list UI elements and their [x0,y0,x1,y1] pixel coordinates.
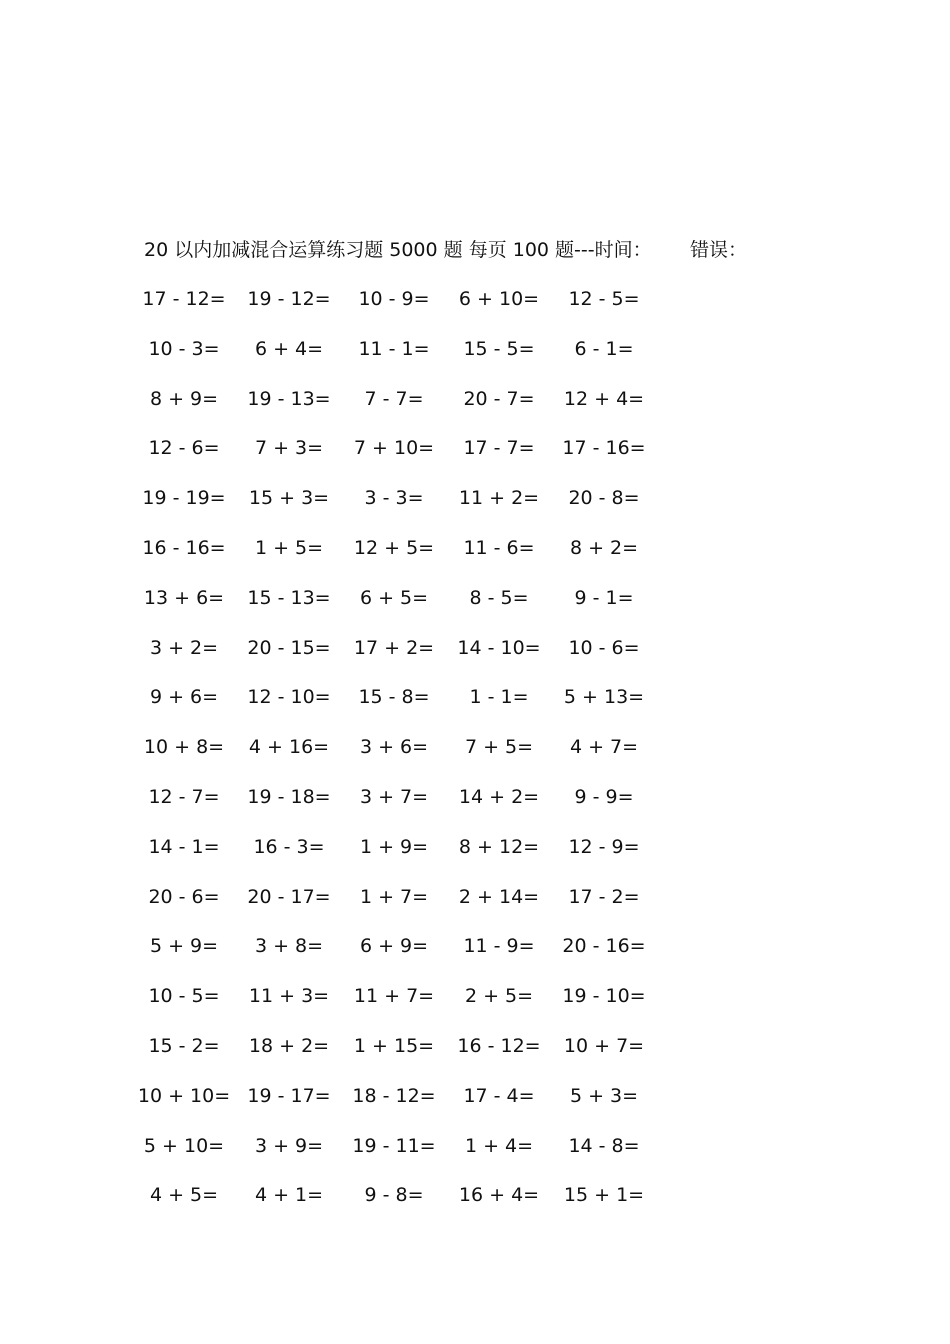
problem-item: 12 - 5= [568,288,640,310]
problem-row [144,583,704,633]
problem-item: 20 - 16= [562,935,646,958]
problem-item: 8 + 9= [149,387,219,410]
problem-row [144,284,704,334]
problem-item: 19 - 18= [247,785,331,808]
problem-item: 10 - 9= [358,288,430,310]
problem-item: 12 - 9= [568,835,640,858]
problem-item: 6 - 1= [574,337,634,360]
problem-item: 18 + 2= [248,1034,330,1057]
problem-row [144,483,704,533]
problem-item: 15 - 5= [463,337,535,360]
problem-item: 10 - 6= [568,636,640,659]
problem-item: 17 - 4= [463,1084,535,1107]
problem-item: 1 + 5= [254,536,324,559]
problem-item: 17 - 2= [568,885,640,908]
problem-row [144,682,704,732]
problem-item: 17 + 2= [353,636,435,659]
problem-row [144,981,704,1031]
problem-item: 6 + 9= [359,935,429,958]
problem-item: 16 - 3= [253,835,325,858]
problem-item: 20 - 8= [568,487,640,510]
problem-item: 8 + 12= [458,835,540,858]
problem-item: 4 + 1= [254,1184,324,1207]
problem-item: 20 - 6= [148,885,220,908]
problem-row [144,533,704,583]
problem-row [144,384,704,434]
problem-item: 4 + 5= [149,1184,219,1207]
problem-item: 5 + 10= [143,1134,225,1157]
problem-item: 14 - 1= [148,835,220,858]
problem-item: 12 + 4= [563,387,645,410]
problem-item: 19 - 11= [352,1134,436,1157]
problem-item: 5 + 3= [569,1084,639,1107]
problem-item: 12 - 6= [148,437,220,460]
problem-item: 11 + 2= [458,487,540,510]
problem-row [144,1180,704,1230]
problem-item: 7 - 7= [364,387,424,410]
problem-item: 13 + 6= [143,586,225,609]
problem-item: 10 + 7= [563,1034,645,1057]
problem-item: 19 - 13= [247,387,331,410]
problem-item: 15 - 13= [247,586,331,609]
problem-item: 9 - 1= [574,586,634,609]
problem-item: 7 + 3= [254,437,324,460]
problem-row [144,1031,704,1081]
problem-item: 14 - 10= [457,636,541,659]
problem-row [144,931,704,981]
problem-item: 16 - 16= [142,536,226,559]
problem-item: 6 + 5= [359,586,429,609]
problem-row [144,433,704,483]
problem-row [144,633,704,683]
problem-item: 11 - 6= [463,536,535,559]
problem-item: 10 - 5= [148,985,220,1008]
problem-item: 12 - 7= [148,785,220,808]
problem-item: 1 + 9= [359,835,429,858]
problem-item: 11 + 3= [248,985,330,1008]
worksheet-title: 20 以内加减混合运算练习题 5000 题 每页 100 题---时间： [144,239,652,261]
problem-item: 2 + 5= [464,985,534,1008]
problem-row [144,334,704,384]
problem-item: 11 + 7= [353,985,435,1008]
problem-item: 9 + 6= [149,686,219,709]
problem-item: 1 - 1= [469,686,529,709]
problem-item: 10 + 8= [143,736,225,759]
problem-item: 15 - 8= [358,686,430,709]
problem-item: 9 - 9= [574,785,634,808]
problem-item: 3 + 7= [359,785,429,808]
problem-item: 8 + 2= [569,536,639,559]
problem-item: 12 + 5= [353,536,435,559]
problem-item: 3 + 6= [359,736,429,759]
problem-item: 3 + 8= [254,935,324,958]
problem-item: 7 + 10= [353,437,435,460]
problem-grid [137,284,704,1230]
problem-row [144,782,704,832]
problem-row [144,882,704,932]
problem-item: 15 + 1= [563,1184,645,1207]
problem-item: 3 + 2= [149,636,219,659]
problem-item: 4 + 16= [248,736,330,759]
problem-item: 10 - 3= [148,337,220,360]
problem-item: 5 + 13= [563,686,645,709]
problem-item: 7 + 5= [464,736,534,759]
problem-item: 20 - 7= [463,387,535,410]
problem-item: 6 + 10= [458,288,540,310]
problem-item: 16 - 12= [457,1034,541,1057]
problem-item: 19 - 19= [142,487,226,510]
problem-item: 15 + 3= [248,487,330,510]
problem-item: 3 - 3= [364,487,424,510]
problem-item: 12 - 10= [247,686,331,709]
problem-item: 17 - 7= [463,437,535,460]
problem-item: 19 - 10= [562,985,646,1008]
problem-item: 19 - 12= [247,288,331,310]
problem-item: 17 - 12= [142,288,226,310]
problem-item: 1 + 15= [353,1034,435,1057]
problem-item: 4 + 7= [569,736,639,759]
problem-item: 5 + 9= [149,935,219,958]
problem-item: 18 - 12= [352,1084,436,1107]
problem-item: 10 + 10= [137,1084,231,1107]
errors-label: 错误： [690,239,748,261]
problem-item: 3 + 9= [254,1134,324,1157]
problem-item: 20 - 17= [247,885,331,908]
problem-item: 1 + 7= [359,885,429,908]
problem-item: 2 + 14= [458,885,540,908]
problem-item: 20 - 15= [247,636,331,659]
problem-item: 14 - 8= [568,1134,640,1157]
problem-item: 8 - 5= [469,586,529,609]
worksheet-header [144,236,784,264]
problem-item: 11 - 1= [358,337,430,360]
problem-row [144,732,704,782]
problem-item: 19 - 17= [247,1084,331,1107]
problem-item: 14 + 2= [458,785,540,808]
problem-item: 6 + 4= [254,337,324,360]
problem-item: 11 - 9= [463,935,535,958]
problem-item: 1 + 4= [464,1134,534,1157]
problem-row [137,1081,704,1131]
problem-item: 16 + 4= [458,1184,540,1207]
problem-row [144,832,704,882]
problem-item: 9 - 8= [364,1184,424,1207]
problem-row [144,1131,704,1181]
problem-item: 17 - 16= [562,437,646,460]
problem-item: 15 - 2= [148,1034,220,1057]
